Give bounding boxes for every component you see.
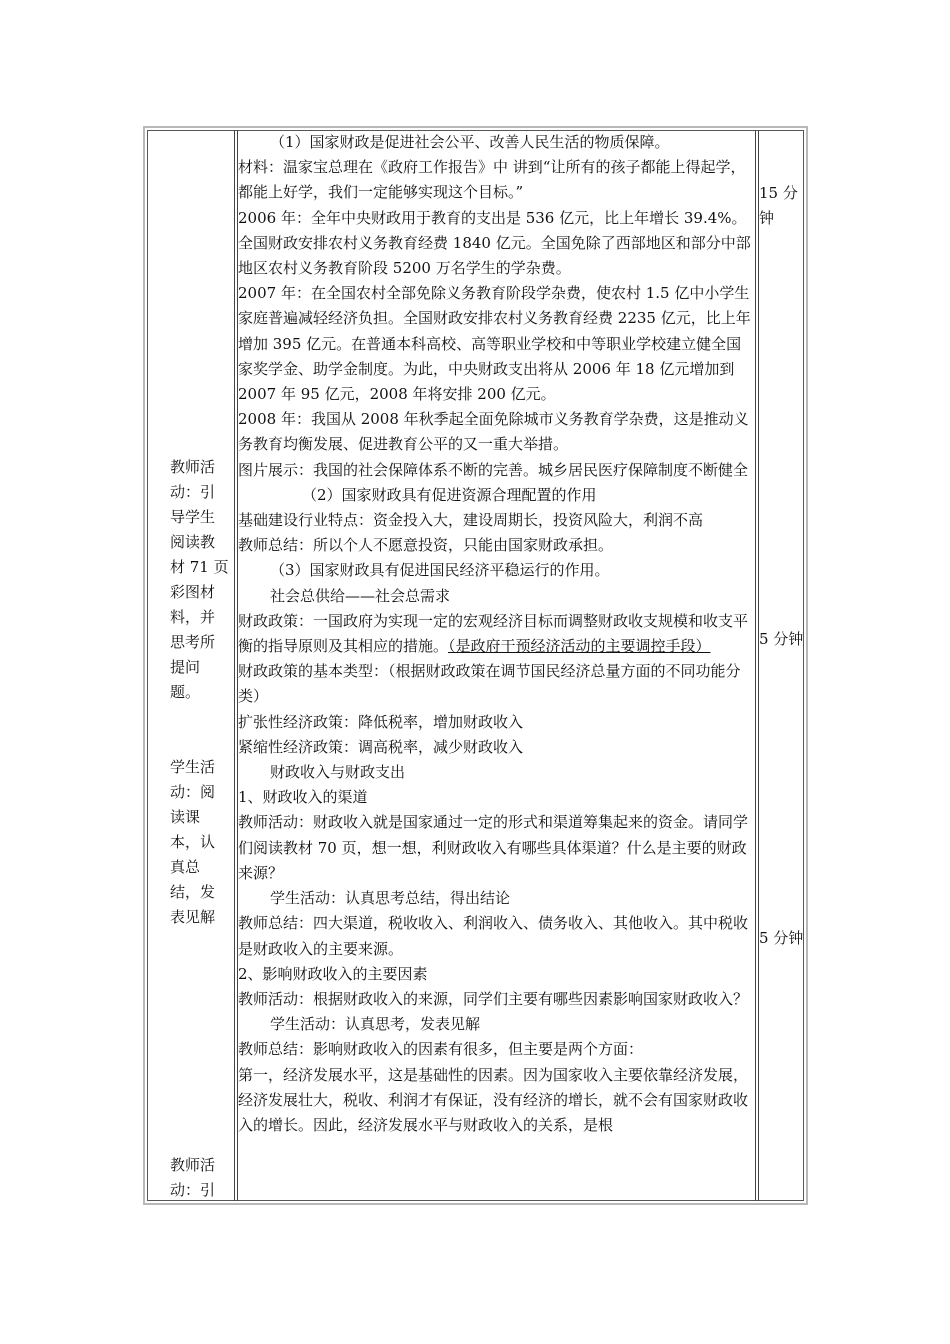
section-heading-2: （2）国家财政具有促进资源合理配置的作用	[302, 485, 597, 504]
section-heading-3: （3）国家财政具有促进国民经济平稳运行的作用。	[270, 561, 610, 580]
text-line: 读课	[170, 808, 201, 826]
underlined-note: （是政府干预经济活动的主要调控手段）	[448, 637, 711, 656]
paragraph: 材料：温家宝总理在《政府工作报告》中 讲到“让所有的孩子都能上得起学，都能上好学，我们一定能够实现这个目标。”	[238, 158, 746, 202]
student-activity-cell	[170, 755, 234, 930]
text-line: 教师活	[170, 458, 216, 476]
time-allocation: 5 分钟	[759, 929, 804, 947]
paragraph: 学生活动：认真思考，发表见解	[270, 1015, 481, 1034]
paragraph: 教师活动：财政收入就是国家通过一定的形式和渠道筹集起来的资金。请同学们阅读教材 70 页，想一想，利财政收入有哪些具体渠道？什么是主要的财政来源？	[238, 813, 749, 882]
paragraph: 图片展示：我国的社会保障体系不断的完善。城乡居民医疗保障制度不断健全	[238, 460, 749, 479]
section-heading-1: （1）国家财政是促进社会公平、改善人民生活的物质保障。	[270, 133, 670, 151]
text-line: 题。	[170, 683, 201, 701]
paragraph: 学生活动：认真思考总结，得出结论	[270, 889, 511, 908]
text-line: 动：引	[170, 1181, 216, 1199]
text-line: 彩图材	[170, 583, 216, 601]
text-line: 动：阅	[170, 783, 216, 801]
paragraph: 2007 年：在全国农村全部免除义务教育阶段学杂费，使农村 1.5 亿中小学生家庭普遍减轻经济负担。全国财政安排农村义务教育经费 2235 亿元，比上年增加 395 亿元。在普通本科高校、高等职业学校和中等职业学校建立健全国家奖学金、助学金制度。为此，中央财政支出将从 2006 年 18 亿元增加到 2007 年 95 亿元，2008 年将安排 200 亿元。	[238, 284, 751, 404]
definition-text: 财政政策：一国政府为实现一定的宏观经济目标而调整财政收支规模和收支平衡的指导原则及其相应的措施。	[238, 611, 749, 656]
column-divider	[758, 130, 759, 1201]
text-line: 结，发	[170, 883, 216, 901]
paragraph: 扩张性经济政策：降低税率，增加财政收入	[238, 712, 524, 731]
paragraph: 社会总供给——社会总需求	[270, 586, 451, 605]
text-line: 教师活	[170, 1156, 216, 1174]
text-line: 阅读教	[170, 533, 216, 551]
paragraph	[238, 609, 756, 659]
text-line: 动：引	[170, 483, 216, 501]
text-line: 表见解	[170, 908, 216, 926]
lesson-content-cell	[238, 130, 756, 1138]
text-line: 真总	[170, 858, 201, 876]
text-line: 导学生	[170, 508, 216, 526]
paragraph: 第一，经济发展水平，这是基础性的因素。因为国家收入主要依靠经济发展，经济发展壮大，税收、利润才有保证，没有经济的增长，就不会有国家财政收入的增长。因此，经济发展水平与财政收入的关系，是根	[238, 1065, 749, 1134]
sub-heading: 1、财政收入的渠道	[238, 788, 368, 807]
text-line: 本，认	[170, 833, 216, 851]
teacher-activity-cell-1	[170, 455, 234, 705]
time-allocation: 5 分钟	[759, 630, 804, 648]
time-allocation: 15 分钟	[759, 184, 798, 227]
paragraph: 基础建设行业特点：资金投入大，建设周期长，投资风险大，利润不高	[238, 511, 704, 530]
section-heading: 财政收入与财政支出	[270, 763, 406, 782]
column-divider	[234, 130, 235, 1201]
text-line: 思考所	[170, 633, 216, 651]
paragraph: 教师总结：所以个人不愿意投资，只能由国家财政承担。	[238, 536, 614, 555]
paragraph: 教师活动：根据财政收入的来源，同学们主要有哪些因素影响国家财政收入？	[238, 989, 749, 1008]
text-line: 材 71 页	[170, 558, 229, 576]
paragraph: 教师总结：四大渠道，税收收入、利润收入、债务收入、其他收入。其中税收是财政收入的主要来源。	[238, 914, 749, 958]
paragraph: 紧缩性经济政策：调高税率，减少财政收入	[238, 737, 524, 756]
paragraph: 教师总结：影响财政收入的因素有很多，但主要是两个方面：	[238, 1040, 644, 1059]
paragraph: 财政政策的基本类型：（根据财政政策在调节国民经济总量方面的不同功能分类）	[238, 662, 741, 706]
paragraph: 2008 年：我国从 2008 年秋季起全面免除城市义务教育学杂费，这是推动义务教育均衡发展、促进教育公平的又一重大举措。	[238, 410, 749, 454]
text-line: 学生活	[170, 758, 216, 776]
text-line: 料，并	[170, 608, 216, 626]
text-line: 提问	[170, 658, 201, 676]
sub-heading: 2、影响财政收入的主要因素	[238, 964, 428, 983]
paragraph: 2006 年：全年中央财政用于教育的支出是 536 亿元，比上年增长 39.4%。全国财政安排农村义务教育经费 1840 亿元。全国免除了西部地区和部分中部地区农村义务教育阶段 5200 万名学生的学杂费。	[238, 208, 751, 278]
teacher-activity-cell-2	[170, 1153, 234, 1203]
